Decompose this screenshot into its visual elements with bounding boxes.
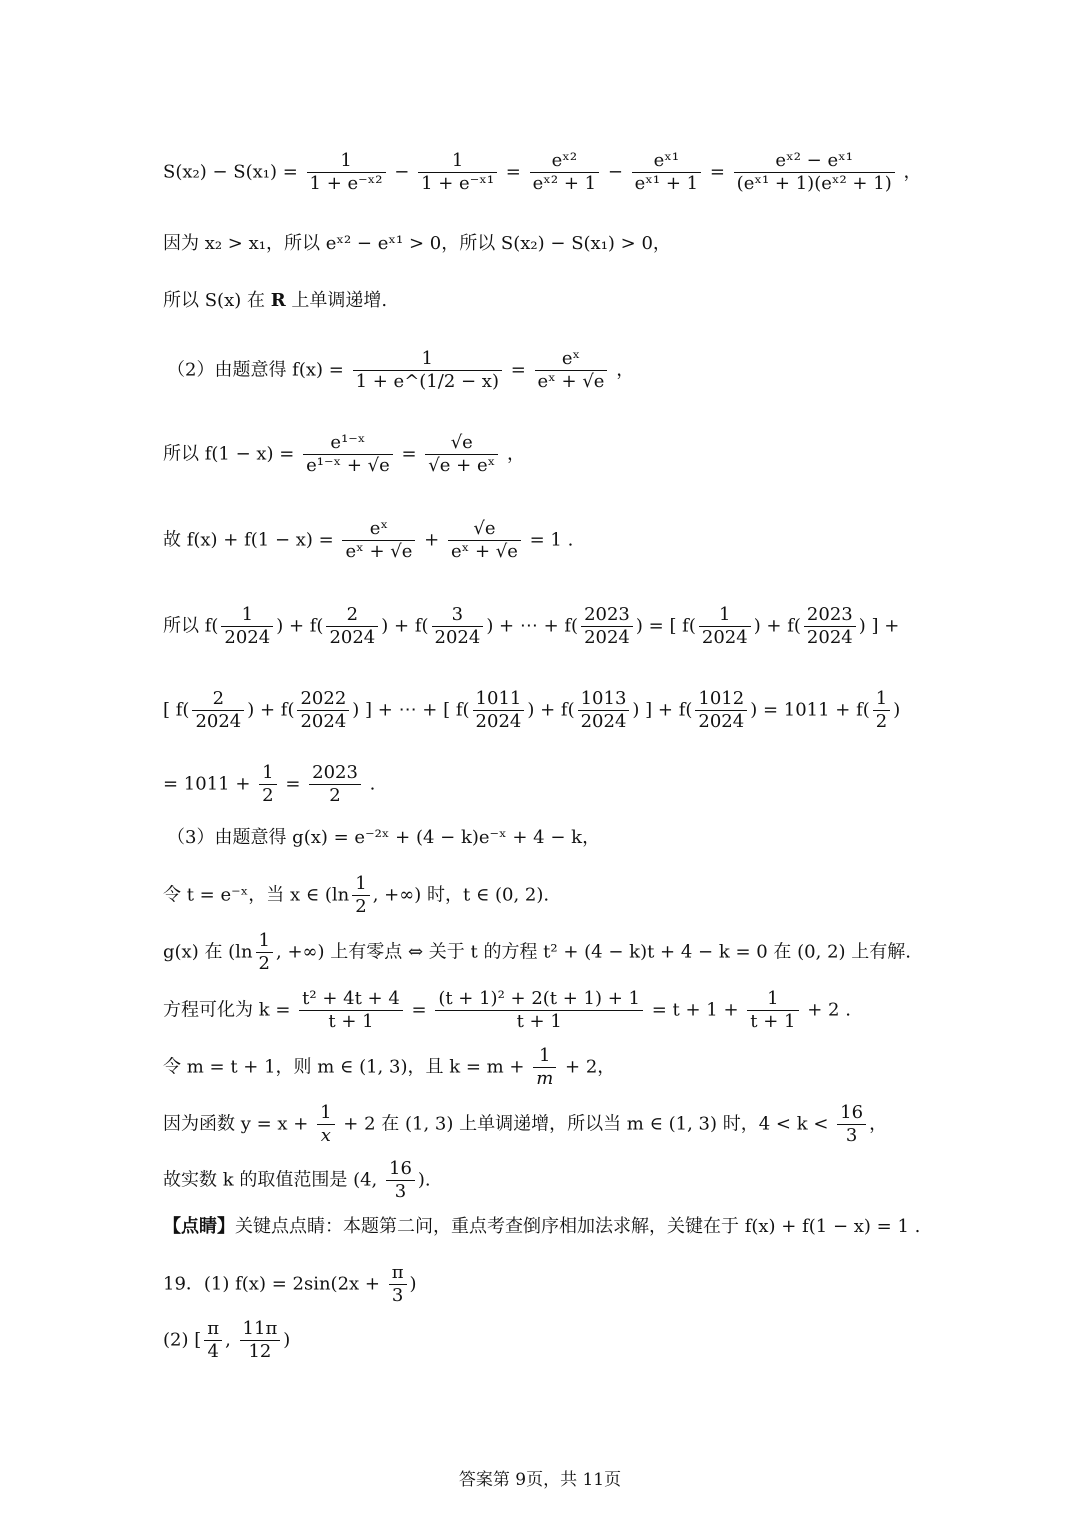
text: , bbox=[225, 1329, 237, 1351]
text: ， bbox=[869, 1113, 888, 1135]
text: g(x) 在 (ln bbox=[163, 941, 253, 963]
fraction bbox=[432, 604, 484, 649]
fraction bbox=[342, 518, 415, 563]
line-sum-equals-one bbox=[163, 518, 573, 563]
text: = bbox=[401, 443, 423, 465]
fraction bbox=[352, 873, 369, 918]
fraction bbox=[578, 688, 630, 733]
fraction bbox=[747, 988, 798, 1033]
text: . bbox=[363, 773, 376, 795]
fraction bbox=[530, 150, 599, 195]
line-equivalence bbox=[163, 930, 911, 975]
numerator: 2023 bbox=[584, 604, 630, 625]
line-monotonic bbox=[163, 290, 387, 312]
text: = bbox=[709, 161, 731, 183]
numerator: eˣ¹ bbox=[653, 150, 680, 171]
numerator: π bbox=[207, 1318, 220, 1339]
text: ) + f( bbox=[527, 699, 575, 721]
text: ). bbox=[417, 1169, 431, 1191]
fraction bbox=[535, 348, 608, 393]
denominator: 1 + e^(1/2 − x) bbox=[353, 370, 502, 393]
line-q19-part2 bbox=[163, 1318, 290, 1363]
fraction bbox=[192, 688, 244, 733]
text: (2) [ bbox=[163, 1329, 202, 1351]
numerator: 1 bbox=[241, 604, 254, 625]
line-reverse-sum bbox=[163, 604, 899, 649]
numerator: eˣ² − eˣ¹ bbox=[775, 150, 853, 171]
denominator: 3 bbox=[837, 1124, 866, 1147]
numerator: eˣ bbox=[369, 518, 389, 539]
fraction bbox=[435, 988, 643, 1033]
denominator: 2024 bbox=[581, 626, 633, 649]
text: 方程可化为 k = bbox=[163, 999, 297, 1021]
denominator: 2024 bbox=[695, 710, 747, 733]
numerator: 1011 bbox=[475, 688, 522, 709]
fraction bbox=[303, 432, 393, 477]
fraction bbox=[259, 762, 276, 807]
fraction bbox=[473, 688, 525, 733]
text: = bbox=[510, 359, 532, 381]
numerator: 3 bbox=[451, 604, 464, 625]
text: + bbox=[424, 529, 445, 551]
text: ， bbox=[903, 161, 922, 183]
denominator: 2024 bbox=[326, 626, 378, 649]
fraction bbox=[326, 604, 378, 649]
denominator: eˣ¹ + 1 bbox=[632, 172, 701, 195]
text: + 2， bbox=[559, 1056, 616, 1078]
denominator: 2 bbox=[873, 710, 890, 733]
denominator: 2 bbox=[309, 784, 361, 807]
text: , +∞) 时，t ∈ (0, 2). bbox=[372, 884, 550, 906]
text: S(x₂) − S(x₁) = bbox=[163, 161, 304, 183]
text: ) + f( bbox=[276, 615, 324, 637]
fraction bbox=[632, 150, 701, 195]
text: − bbox=[607, 161, 629, 183]
numerator: 1 bbox=[719, 604, 731, 625]
text: 令 t = e⁻ˣ，当 x ∈ (ln bbox=[163, 884, 350, 906]
fraction bbox=[256, 930, 273, 975]
denominator: t + 1 bbox=[435, 1010, 643, 1033]
numerator: 1 bbox=[539, 1045, 551, 1066]
numerator: 1 bbox=[355, 873, 367, 894]
text: ) + f( bbox=[247, 699, 295, 721]
text: ， bbox=[616, 359, 635, 381]
denominator: eˣ + √e bbox=[535, 370, 608, 393]
denominator: 1 + e⁻ˣ¹ bbox=[418, 172, 497, 195]
denominator: 2024 bbox=[432, 626, 484, 649]
fraction bbox=[873, 688, 890, 733]
numerator: 16 bbox=[840, 1102, 864, 1123]
text: （2）由题意得 f(x) = bbox=[167, 359, 350, 381]
text: , +∞) 上有零点 ⇔ 关于 t 的方程 t² + (4 − k)t + 4 − k = 0 在 (0, 2) 上有解. bbox=[276, 941, 911, 963]
fraction bbox=[734, 150, 895, 195]
text: ) + f( bbox=[381, 615, 429, 637]
fraction bbox=[418, 150, 497, 195]
numerator: 1 bbox=[320, 1102, 332, 1123]
fraction bbox=[425, 432, 498, 477]
denominator: 1 + e⁻ˣ² bbox=[307, 172, 386, 195]
denominator: eˣ² + 1 bbox=[530, 172, 599, 195]
text: + 2 . bbox=[801, 999, 851, 1021]
fraction bbox=[307, 150, 386, 195]
line-function-increasing bbox=[163, 1102, 887, 1147]
fraction bbox=[204, 1318, 222, 1363]
text: + 2 在 (1, 3) 上单调递增，所以当 m ∈ (1, 3) 时，4 < k < bbox=[337, 1113, 835, 1135]
line-equation-transform bbox=[163, 988, 851, 1033]
line-f-one-minus-x bbox=[163, 432, 525, 477]
text: = t + 1 + bbox=[646, 999, 745, 1021]
fraction bbox=[389, 1262, 407, 1307]
text: ) = [ f( bbox=[635, 615, 696, 637]
denominator: 2 bbox=[259, 784, 276, 807]
numerator: √e bbox=[473, 518, 496, 539]
text: = 1011 + bbox=[163, 773, 257, 795]
page-footer: 答案第 9页，共 11页 bbox=[458, 1470, 622, 1490]
line-paired-terms bbox=[163, 688, 900, 733]
denominator: 2 bbox=[352, 895, 369, 918]
denominator: 2 bbox=[256, 952, 273, 975]
text: 关键点点睛：本题第二问，重点考查倒序相加法求解，关键在于 f(x) + f(1 − x) = 1 . bbox=[235, 1216, 921, 1237]
text: ， bbox=[506, 443, 525, 465]
text: ) bbox=[283, 1329, 291, 1351]
text: − bbox=[394, 161, 416, 183]
denominator: 2024 bbox=[804, 626, 856, 649]
text: ) = 1011 + f( bbox=[750, 699, 870, 721]
text: ) + f( bbox=[753, 615, 801, 637]
denominator: eˣ + √e bbox=[342, 540, 415, 563]
fraction bbox=[837, 1102, 866, 1147]
reals-symbol: R bbox=[270, 290, 286, 311]
numerator: 1013 bbox=[580, 688, 627, 709]
numerator: √e bbox=[450, 432, 473, 453]
text: = bbox=[505, 161, 527, 183]
numerator: eˣ² bbox=[551, 150, 578, 171]
denominator: x bbox=[317, 1124, 334, 1147]
numerator: 11π bbox=[242, 1318, 278, 1339]
denominator: (eˣ¹ + 1)(eˣ² + 1) bbox=[734, 172, 895, 195]
denominator: eˣ + √e bbox=[448, 540, 521, 563]
numerator: π bbox=[391, 1262, 404, 1283]
text: ) + ⋯ + f( bbox=[486, 615, 579, 637]
fraction bbox=[299, 988, 403, 1033]
numerator: 1 bbox=[767, 988, 779, 1009]
numerator: 16 bbox=[389, 1158, 412, 1179]
numerator: 1 bbox=[262, 762, 274, 783]
denominator: m bbox=[533, 1067, 556, 1090]
fraction bbox=[699, 604, 751, 649]
fraction bbox=[386, 1158, 415, 1203]
numerator: 2023 bbox=[312, 762, 358, 783]
numerator: 1 bbox=[451, 150, 464, 171]
text: [ f( bbox=[163, 699, 190, 721]
numerator: t² + 4t + 4 bbox=[302, 988, 400, 1009]
numerator: 1 bbox=[421, 348, 433, 369]
denominator: 2024 bbox=[297, 710, 349, 733]
line-q19-part1 bbox=[163, 1262, 417, 1307]
fraction bbox=[804, 604, 856, 649]
fraction bbox=[353, 348, 502, 393]
denominator: t + 1 bbox=[299, 1010, 403, 1033]
denominator: 12 bbox=[240, 1340, 281, 1363]
fraction bbox=[581, 604, 633, 649]
denominator: 2024 bbox=[192, 710, 244, 733]
fraction bbox=[309, 762, 361, 807]
text: 所以 S(x) 在 bbox=[163, 290, 271, 311]
line-s-difference bbox=[163, 150, 921, 195]
denominator: √e + eˣ bbox=[425, 454, 498, 477]
denominator: 2024 bbox=[578, 710, 630, 733]
line-substitution bbox=[163, 873, 549, 918]
text: = bbox=[405, 999, 433, 1021]
line-because: 因为 x₂ > x₁，所以 eˣ² − eˣ¹ > 0，所以 S(x₂) − S(x₁) > 0， bbox=[163, 233, 671, 254]
denominator: 3 bbox=[389, 1284, 407, 1307]
text: 所以 f( bbox=[163, 615, 219, 637]
numerator: 1 bbox=[875, 688, 888, 709]
line-key-point bbox=[163, 1216, 920, 1238]
numerator: 2 bbox=[346, 604, 359, 625]
text: 19．(1) f(x) = 2sin(2x + bbox=[163, 1273, 386, 1295]
numerator: eˣ bbox=[561, 348, 581, 369]
numerator: 1 bbox=[258, 930, 270, 951]
numerator: 2022 bbox=[300, 688, 347, 709]
fraction bbox=[695, 688, 747, 733]
numerator: 1012 bbox=[698, 688, 745, 709]
fraction bbox=[533, 1045, 556, 1090]
numerator: 2 bbox=[212, 688, 225, 709]
text: = 1 . bbox=[529, 529, 574, 551]
text: 令 m = t + 1，则 m ∈ (1, 3)，且 k = m + bbox=[163, 1056, 531, 1078]
denominator: 2024 bbox=[473, 710, 525, 733]
line-part2-fx bbox=[167, 348, 634, 393]
denominator: t + 1 bbox=[747, 1010, 798, 1033]
text: 因为函数 y = x + bbox=[163, 1113, 315, 1135]
numerator: (t + 1)² + 2(t + 1) + 1 bbox=[438, 988, 641, 1009]
numerator: 1 bbox=[340, 150, 352, 171]
text: 所以 f(1 − x) = bbox=[163, 443, 301, 465]
text: ) bbox=[893, 699, 901, 721]
numerator: e¹⁻ˣ bbox=[330, 432, 366, 453]
text: 上单调递增. bbox=[285, 290, 388, 311]
text: ) ] + bbox=[858, 615, 900, 637]
denominator: 3 bbox=[386, 1180, 415, 1203]
line-let-m bbox=[163, 1045, 615, 1090]
denominator: 4 bbox=[204, 1340, 222, 1363]
fraction bbox=[317, 1102, 334, 1147]
denominator: e¹⁻ˣ + √e bbox=[303, 454, 393, 477]
line-result bbox=[163, 762, 375, 807]
text: ) bbox=[409, 1273, 417, 1295]
fraction bbox=[297, 688, 349, 733]
line-k-range bbox=[163, 1158, 431, 1203]
line-part3-gx: （3）由题意得 g(x) = e⁻²ˣ + (4 − k)e⁻ˣ + 4 − k， bbox=[167, 827, 601, 848]
denominator: 2024 bbox=[699, 626, 751, 649]
numerator: 2023 bbox=[806, 604, 853, 625]
key-point-label: 【点睛】 bbox=[163, 1216, 235, 1237]
denominator: 2024 bbox=[221, 626, 273, 649]
fraction bbox=[221, 604, 273, 649]
fraction bbox=[240, 1318, 281, 1363]
text: 故实数 k 的取值范围是 (4, bbox=[163, 1169, 383, 1191]
text: = bbox=[279, 773, 307, 795]
text: ) ] + ⋯ + [ f( bbox=[352, 699, 470, 721]
fraction bbox=[448, 518, 521, 563]
text: ) ] + f( bbox=[632, 699, 693, 721]
text: 故 f(x) + f(1 − x) = bbox=[163, 529, 340, 551]
